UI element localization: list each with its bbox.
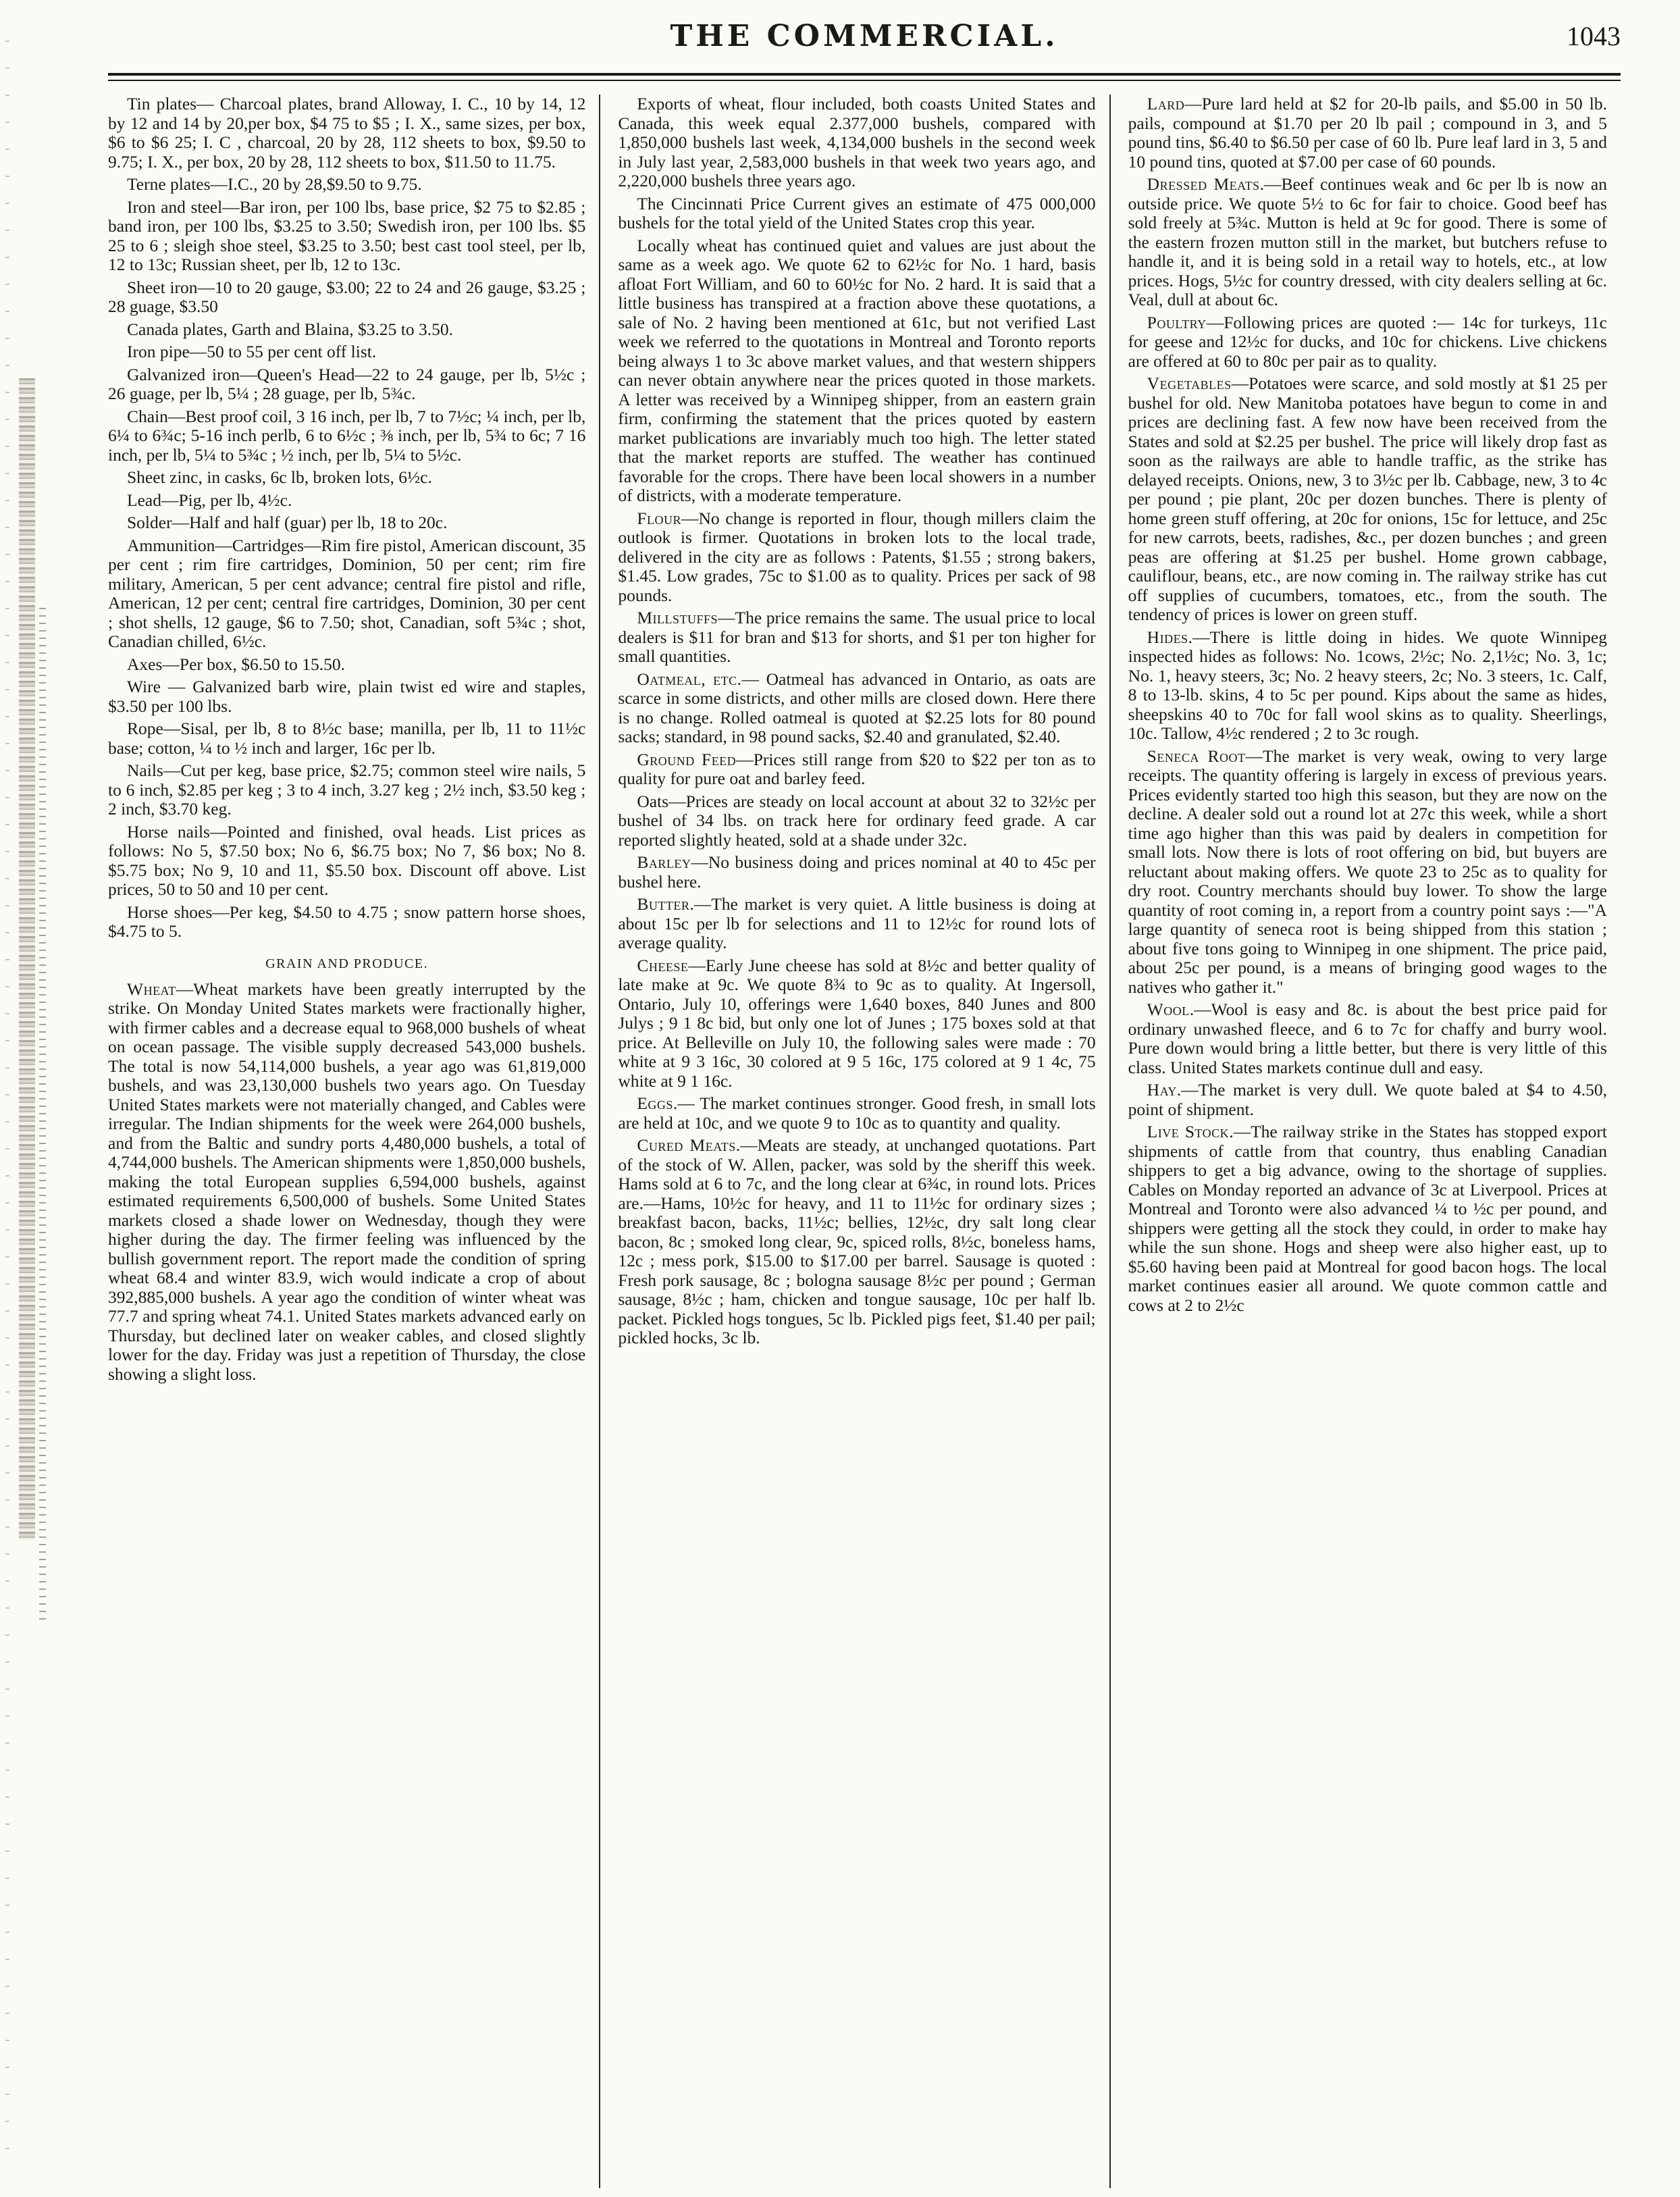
market-paragraph — [618, 792, 1095, 850]
paragraph-text: —The market is very weak, owing to very large receipts. The quantity offering is largely in excess of previous years. Prices evidently started too high this season, but they are now on the decline. A dealer sold out a round lot at 27c this week, while a short time ago higher than this was paid by dealers in competition for small lots. Now there is lots of root offering on bid, but buyers are reluctant about making offers. We quote 23 to 25c as to quality for dry root. Country merchants should buy lower. To show the large quantity of root coming in, a report from a country point says :—"A large quantity of seneca root is being shipped from this station ; about five tons going to Winnipeg in one shipment. The price paid, about 25c per pound, is a means of bringing good wages to the natives who gather it." — [1128, 746, 1607, 997]
market-paragraph — [1128, 747, 1607, 998]
market-paragraph — [618, 236, 1095, 506]
paragraph-text: Exports of wheat, flour included, both coasts United States and Canada, this week equal 2.377,000 bushels, compared with 1,850,000 bushels last week, 4,134,000 bushels in the second week in July last year, 2,583,000 bushels in that week two years ago, and 2,220,000 bushels three years ago. — [618, 95, 1096, 190]
paragraph-text: Lead—Pig, per lb, 4½c. — [127, 490, 292, 510]
page-number: 1043 — [1567, 21, 1621, 51]
market-paragraph — [108, 761, 585, 819]
section-heading: GRAIN AND PRODUCE. — [265, 956, 429, 971]
masthead-title: THE COMMERCIAL. — [670, 19, 1059, 53]
market-paragraph — [1128, 1122, 1607, 1315]
paragraph-lead: Eggs — [637, 1093, 673, 1113]
market-paragraph — [108, 95, 585, 172]
paragraph-text: Oats—Prices are steady on local account at about 32 to 32½c per bushel of 34 lbs. on track here for ordinary feed grade. A car reported slightly heated, sold at a shade under 32c. — [618, 791, 1096, 850]
paragraph-text: —Pure lard held at $2 for 20-lb pails, and $5.00 in 50 lb. pails, compound at $1.70 per 20 lb pail ; compound in 3, and 5 pound tins, $6.40 to $6.50 per case of 60 lb. Pure leaf lard in 3, 5 and 10 pound tins, quoted at $7.00 per case of 60 pounds. — [1128, 95, 1607, 172]
paragraph-text: —The price remains the same. The usual price to local dealers is $11 for bran and $13 for shorts, and $1 per ton higher for small quantities. — [618, 608, 1096, 666]
market-paragraph — [1128, 628, 1607, 744]
market-paragraph — [1128, 95, 1607, 172]
market-paragraph — [108, 468, 585, 488]
column-3 — [1128, 95, 1621, 2188]
paragraph-text: — Oatmeal has advanced in Ontario, as oats are scarce in some districts, and other mills are closed down. Here there is no change. Rolled oatmeal is quoted at $2.25 lots for 80 pound sacks; standard, in 98 pound sacks, $2.40 and granulated, $2.40. — [618, 669, 1096, 746]
paragraph-text: —Potatoes were scarce, and sold mostly at $1 25 per bushel for old. New Manitoba potatoes have begun to come in and prices are declining fast. A few now have been received from the States and sold at $2.25 per bushel. The price will likely drop fast as soon as the railways are able to handle traffic, as the strike has delayed receipts. Onions, new, 3 to 3½c per lb. Cabbage, new, 3 to 4c per pound ; pie plant, 20c per dozen bunches. There is plenty of home green stuff offering, at 20c for onions, 15c for lettuce, and 25c for new carrots, beets, radishes, &c., per dozen bunches ; and green peas are offering at $1.25 per bushel. Home grown cabbage, cauliflour, beans, etc., are now coming in. The railway strike has cut off supplies of cucumbers, tomatoes, etc., from the south. The tendency of prices is lower on green stuff. — [1128, 373, 1607, 624]
market-paragraph — [618, 1094, 1095, 1133]
market-paragraph — [1128, 313, 1607, 371]
paragraph-lead: Butter — [637, 894, 690, 914]
paragraph-text: —Wheat markets have been greatly interrupted by the strike. On Monday United States markets were fractionally higher, with firmer cables and a decrease equal to 968,000 bushels of wheat on ocean passage. The visible supply decreased 543,000 bushels. The total is now 54,114,000 bushels, a year ago was 61,819,000 bushels, and was 23,130,000 bushels two years ago. On Tuesday United States markets were not materially changed, and Cables were irregular. The Indian shipments for the week were 264,000 bushels, and from the Baltic and sundry ports 4,480,000 bushels, a total of 4,744,000 bushels. The American shipments were 1,850,000 bushels, making the total European supplies 6,594,000 bushels, against estimated requirements 6,500,000 of bushels. Some United States markets closed a shade lower on Wednesday, though they were higher during the day. The firmer feeling was influenced by the bullish government report. The report made the condition of spring wheat 68.4 and winter 83.9, wich would indicate a crop of about 392,885,000 bushels. A year ago the condition of winter wheat was 77.7 and spring wheat 74.1. United States markets advanced early on Thursday, but declined later on weaker cables, and closed slightly lower for the day. Friday was just a repetition of Thursday, the close showing a slight loss. — [108, 979, 586, 1384]
paragraph-lead: Wool — [1147, 1000, 1190, 1019]
market-paragraph — [108, 719, 585, 758]
paragraph-text: Horse shoes—Per keg, $4.50 to 4.75 ; snow pattern horse shoes, $4.75 to 5. — [108, 902, 586, 941]
paragraph-text: —Prices still range from $20 to $22 per ton as to quality for pure oat and barley feed. — [618, 749, 1096, 788]
paragraph-text: Canada plates, Garth and Blaina, $3.25 to 3.50. — [127, 319, 453, 339]
paragraph-text: Tin plates— Charcoal plates, brand Alloway, I. C., 10 by 14, 12 by 12 and 14 by 20,per box, $4 75 to $5 ; I. X., same sizes, per box, $6 to $6 25; I. C , charcoal, 20 by 28, 112 sheets to box, $9.50 to 9.75; I. X., per box, 20 by 28, 112 sheets to box, $11.50 to 11.75. — [108, 95, 586, 172]
market-paragraph — [108, 903, 585, 941]
column-1 — [108, 95, 600, 2188]
market-paragraph — [108, 198, 585, 275]
market-paragraph — [618, 750, 1095, 789]
paragraph-text: .—The market is very dull. We quote baled at $4 to 4.50, point of shipment. — [1128, 1080, 1607, 1119]
market-paragraph — [1128, 1000, 1607, 1077]
market-paragraph — [108, 677, 585, 716]
market-paragraph — [108, 320, 585, 340]
paragraph-lead: Flour — [637, 508, 682, 528]
market-paragraph — [108, 278, 585, 317]
market-paragraph — [618, 853, 1095, 891]
paragraph-lead: Wheat — [127, 979, 176, 999]
paragraph-text: —No change is reported in flour, though millers claim the outlook is firmer. Quotations in broken lots to the local trade, delivered in the city are as follows : Patents, $1.55 ; strong bakers, $1.45. Low grades, 75c to $1.00 as to quality. Prices per sack of 98 pounds. — [618, 508, 1096, 605]
paragraph-text: Sheet iron—10 to 20 gauge, $3.00; 22 to 24 and 26 gauge, $3.25 ; 28 guage, $3.50 — [108, 277, 586, 316]
market-paragraph — [618, 670, 1095, 747]
market-paragraph — [618, 895, 1095, 953]
paragraph-text: Wire — Galvanized barb wire, plain twist ed wire and staples, $3.50 per 100 lbs. — [108, 677, 586, 716]
paragraph-text: Locally wheat has continued quiet and values are just about the same as a week ago. We quote 62 to 62½c for No. 1 hard, basis afloat Fort William, and 60 to 60½c for No. 2 hard. It is said that a little business has transpired at a fraction above these quotations, a sale of No. 2 having been mentioned at 61c, but not verified Last week we referred to the quotations in Montreal and Toronto reports being always 1 to 3c above market values, and that western shippers can never obtain anywhere near the prices quoted in those markets. A letter was received by a Winnipeg shipper, from an eastern grain firm, confirming the statement that the prices quoted by eastern market publications are invariably much too high. The letter stated that the market reports are stuffed. The weather has continued favorable for the crops. There have been local showers in a number of districts, with a moderate temperature. — [618, 235, 1096, 505]
paragraph-text: Solder—Half and half (guar) per lb, 18 to 20c. — [127, 513, 448, 532]
market-paragraph — [108, 407, 585, 465]
paragraph-text: —Early June cheese has sold at 8½c and better quality of late make at 9c. We quote 8¾ to 9c as to quality. At Ingersoll, Ontario, July 10, offerings were 1,640 boxes, 840 Junes and 800 Julys ; 9 1 8c bid, but only one lot of Junes ; 175 boxes sold at that price. At Belleville on July 10, the following sales were made : 70 white at 9 3 16c, 30 colored at 9 5 16c, 175 colored at 9 1 4c, 75 white at 9 1 16c. — [618, 955, 1096, 1091]
header-rule-thin — [108, 80, 1621, 81]
paragraph-text: Ammunition—Cartridges—Rim fire pistol, American discount, 35 per cent ; rim fire cartridges, Dominion, 50 per cent; rim fire military, American, 5 per cent advance; central fire pistol and rifle, American, 12 per cent; central fire cartridges, Dominion, 30 per cent ; shot shells, 12 gauge, $6 to 7.50; shot, Canadian, soft 5¾c ; shot, Canadian chilled, 6½c. — [108, 535, 586, 651]
paragraph-text: .—The market is very quiet. A little business is doing at about 15c per lb for selections and 11 to 12½c for round lots of average quality. — [618, 894, 1096, 952]
market-paragraph — [108, 980, 585, 1385]
market-paragraph — [618, 509, 1095, 606]
market-paragraph — [618, 1136, 1095, 1348]
paragraph-lead: Cured Meats — [637, 1135, 736, 1155]
paragraph-text: .—There is little doing in hides. We quote Winnipeg inspected hides as follows: No. 1cows, 2½c; No. 2,1½c; No. 3, 1c; No. 1, heavy steers, 3c; No. 2 heavy steers, 2c; No. 3 steers, 1c. Calf, 8 to 13-lb. skins, 4 to 5c per pound. Kips about the same as hides, sheepskins 40 to 70c for fall wool skins as to quality. Sheerlings, 10c. Tallow, 4½c rendered ; 2 to 3c rough. — [1128, 627, 1607, 743]
paragraph-lead: Seneca Root — [1147, 746, 1246, 766]
paragraph-lead: Vegetables — [1147, 373, 1232, 393]
market-paragraph — [108, 513, 585, 533]
paragraph-lead: Dressed Meats — [1147, 174, 1260, 194]
market-paragraph — [108, 342, 585, 362]
paragraph-text: Iron and steel—Bar iron, per 100 lbs, base price, $2 75 to $2.85 ; band iron, per 100 lbs, $3.25 to 3.50; Swedish iron, per 100 lbs. $5 25 to 6 ; sleigh shoe steel, $3.25 to 3.50; best cast tool steel, per lb, 12 to 13c; Russian sheet, per lb, 12 to 13c. — [108, 197, 586, 274]
paragraph-text: Iron pipe—50 to 55 per cent off list. — [127, 342, 377, 361]
paragraph-text: Horse nails—Pointed and finished, oval heads. List prices as follows: No 5, $7.50 box; No 6, $6.75 box; No 7, $6 box; No 8. $5.75 box; No 9, 10 and 11, $5.50 box. Discount off above. List prices, 50 to 50 and 10 per cent. — [108, 821, 586, 899]
paragraph-lead: Hides — [1147, 627, 1188, 647]
paragraph-text: —No business doing and prices nominal at 40 to 45c per bushel here. — [618, 852, 1096, 891]
market-paragraph — [108, 536, 585, 652]
market-paragraph — [618, 95, 1095, 191]
binding-stitch-strip — [19, 378, 35, 1540]
paragraph-text: Sheet zinc, in casks, 6c lb, broken lots, 6½c. — [127, 467, 432, 487]
market-paragraph — [108, 655, 585, 675]
article-columns — [108, 95, 1621, 2188]
market-paragraph — [1128, 374, 1607, 625]
paragraph-text: .—Wool is easy and 8c. is about the best price paid for ordinary unwashed fleece, and 6 to 7c for chaffy and burry wool. Pure down would bring a little better, but there is very little of this class. United States markets continue dull and easy. — [1128, 1000, 1607, 1077]
paragraph-lead: Hay — [1147, 1080, 1177, 1100]
paragraph-text: Galvanized iron—Queen's Head—22 to 24 gauge, per lb, 5½c ; 26 guage, per lb, 5¼ ; 28 guage, per lb, 5¾c. — [108, 364, 586, 403]
paragraph-text: Terne plates—I.C., 20 by 28,$9.50 to 9.75. — [127, 174, 422, 194]
market-paragraph — [1128, 175, 1607, 310]
paragraph-text: .—The railway strike in the States has stopped export shipments of cattle from that country, thus enabling Canadian shippers to get a big advance, owing to the shortage of supplies. Cables on Monday reported an advance of 3c at Liverpool. Prices at Montreal and Toronto were also advanced ¼ to ½c per pound, and shippers were getting all the stock they could, in order to make hay while the sun shone. Hogs and sheep were also higher east, up to $5.60 having been paid at Montreal for good bacon hogs. The local market continues easier all around. We quote common cattle and cows at 2 to 2½c — [1128, 1122, 1607, 1315]
paragraph-text: Axes—Per box, $6.50 to 15.50. — [127, 654, 345, 674]
paragraph-text: .—Beef continues weak and 6c per lb is now an outside price. We quote 5½ to 6c for fair to choice. Good beef has sold freely at 5¾c. Mutton is held at 9c for good. There is some of the eastern frozen mutton still in the market, but butchers refuse to handle it, and it is being sold in a retail way to hotels, etc., at low prices. Hogs, 5½c for country dressed, with city dealers selling at 6c. Veal, dull at about 6c. — [1128, 174, 1607, 309]
column-2 — [618, 95, 1110, 2188]
header-rule-thick — [108, 73, 1621, 76]
market-paragraph — [618, 195, 1095, 233]
paragraph-text: .—Meats are steady, at unchanged quotations. Part of the stock of W. Allen, packer, was sold by the sheriff this week. Hams sold at 6 to 7c, and the long clear at 6¾c, in round lots. Prices are.—Hams, 10½c for heavy, and 11 to 11½c for ordinary sizes ; breakfast bacon, backs, 11½c; bellies, 12½c, dry salt long clear bacon, 8c ; smoked long clear, 9c, spiced rolls, 8½c, boneless hams, 12c ; mess pork, $15.00 to $17.00 per barrel. Sausage is quoted : Fresh pork sausage, 8c ; bologna sausage 8½c per pound ; German sausage, 8½c ; ham, chicken and tongue sausage, 10c per half lb. packet. Pickled hogs tongues, 5c lb. Pickled pigs feet, $1.40 per pail; pickled hocks, 3c lb. — [618, 1135, 1096, 1347]
market-paragraph — [618, 609, 1095, 667]
paragraph-text: .— The market continues stronger. Good fresh, in small lots are held at 10c, and we quote 9 to 10c as to quantity and quality. — [618, 1093, 1096, 1133]
market-paragraph — [108, 823, 585, 900]
paragraph-text: Rope—Sisal, per lb, 8 to 8½c base; manilla, per lb, 11 to 11½c base; cotton, ¼ to ½ inch and larger, 16c per lb. — [108, 719, 586, 758]
market-paragraph — [108, 365, 585, 404]
paragraph-lead: Lard — [1147, 95, 1185, 113]
paragraph-lead: Live Stock — [1147, 1122, 1230, 1141]
binding-edge-marks — [5, 41, 9, 2168]
paragraph-lead: Barley — [637, 852, 691, 872]
paragraph-text: —Following prices are quoted :— 14c for turkeys, 11c for geese and 12½c for ducks, and 10c for chickens. Live chickens are offered at 60 to 80c per pair as to quality. — [1128, 312, 1607, 371]
market-paragraph — [618, 956, 1095, 1091]
paragraph-lead: Oatmeal, etc. — [637, 669, 742, 689]
page-header — [108, 14, 1621, 73]
market-paragraph — [1128, 1081, 1607, 1119]
paragraph-lead: Poultry — [1147, 312, 1207, 332]
paragraph-lead: Millstuffs — [637, 608, 718, 627]
paragraph-text: The Cincinnati Price Current gives an estimate of 475 000,000 bushels for the total yield of the United States crop this year. — [618, 193, 1096, 232]
paragraph-text: Nails—Cut per keg, base price, $2.75; common steel wire nails, 5 to 6 inch, $2.85 per keg ; 3 to 4 inch, 3.27 keg ; 2½ inch, $3.50 keg ; 2 inch, $3.70 keg. — [108, 760, 586, 819]
page-edge-gutter — [0, 0, 101, 2197]
market-paragraph — [108, 175, 585, 195]
binding-shadow — [39, 608, 46, 1621]
paragraph-lead: Ground Feed — [637, 749, 737, 769]
paragraph-text: Chain—Best proof coil, 3 16 inch, per lb, 7 to 7½c; ¼ inch, per lb, 6¼ to 6¾c; 5-16 inch perlb, 6 to 6½c ; ⅜ inch, per lb, 5¾ to 6c; 7 16 inch, per lb, 5¼ to 5¾c ; ½ inch, per lb, 5¼ to 5½c. — [108, 406, 586, 465]
market-paragraph — [108, 491, 585, 511]
paragraph-lead: Cheese — [637, 955, 689, 975]
